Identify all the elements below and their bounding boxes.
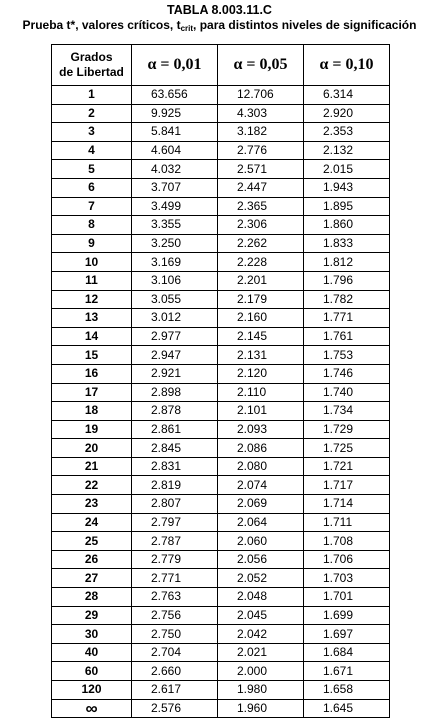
table-row: [52, 513, 390, 532]
alpha-010-cell: 1.701: [304, 588, 390, 607]
header-alpha-010: α = 0,10: [304, 45, 390, 86]
table-row: [52, 681, 390, 700]
alpha-001-cell: 2.819: [132, 476, 218, 495]
df-cell: 1: [52, 86, 132, 105]
alpha-001-cell: 2.921: [132, 364, 218, 383]
subtitle-prefix: Prueba t*, valores críticos, t: [22, 18, 181, 32]
alpha-001-cell: 2.845: [132, 439, 218, 458]
alpha-005-cell: 4.303: [218, 104, 304, 123]
alpha-010-cell: 1.725: [304, 439, 390, 458]
df-cell: 26: [52, 550, 132, 569]
df-cell: 19: [52, 420, 132, 439]
table-row: [52, 123, 390, 142]
alpha-005-cell: 2.131: [218, 346, 304, 365]
df-cell: 11: [52, 271, 132, 290]
table-row: [52, 253, 390, 272]
alpha-001-cell: 2.977: [132, 327, 218, 346]
alpha-010-cell: 1.746: [304, 364, 390, 383]
alpha-010-cell: 1.943: [304, 178, 390, 197]
table-row: [52, 327, 390, 346]
alpha-010-cell: 1.658: [304, 681, 390, 700]
alpha-010-cell: 1.711: [304, 513, 390, 532]
alpha-010-cell: 1.761: [304, 327, 390, 346]
table-row: [52, 495, 390, 514]
alpha-001-cell: 2.787: [132, 532, 218, 551]
df-cell: 20: [52, 439, 132, 458]
df-cell: 29: [52, 606, 132, 625]
alpha-005-cell: 2.262: [218, 234, 304, 253]
alpha-010-cell: 1.740: [304, 383, 390, 402]
alpha-010-cell: 1.796: [304, 271, 390, 290]
df-cell: 3: [52, 123, 132, 142]
alpha-001-cell: 4.604: [132, 141, 218, 160]
header-alpha-005: α = 0,05: [218, 45, 304, 86]
alpha-001-cell: 3.012: [132, 309, 218, 328]
alpha-005-cell: 2.571: [218, 160, 304, 179]
table-row: [52, 271, 390, 290]
table-row: [52, 104, 390, 123]
df-cell: 13: [52, 309, 132, 328]
alpha-005-cell: 12.706: [218, 86, 304, 105]
alpha-010-cell: 1.771: [304, 309, 390, 328]
alpha-005-cell: 1.980: [218, 681, 304, 700]
alpha-010-cell: 2.920: [304, 104, 390, 123]
header-alpha-001: α = 0,01: [132, 45, 218, 86]
table-body: [52, 86, 390, 718]
alpha-001-cell: 3.707: [132, 178, 218, 197]
df-cell: 15: [52, 346, 132, 365]
alpha-010-cell: 1.721: [304, 457, 390, 476]
alpha-005-cell: 2.021: [218, 643, 304, 662]
df-cell: 7: [52, 197, 132, 216]
table-row: [52, 588, 390, 607]
df-cell: 40: [52, 643, 132, 662]
alpha-001-cell: 3.106: [132, 271, 218, 290]
alpha-001-cell: 63.656: [132, 86, 218, 105]
alpha-001-cell: 2.771: [132, 569, 218, 588]
alpha-001-cell: 4.032: [132, 160, 218, 179]
alpha-005-cell: 2.048: [218, 588, 304, 607]
alpha-001-cell: 2.807: [132, 495, 218, 514]
df-cell: 28: [52, 588, 132, 607]
alpha-010-cell: 1.684: [304, 643, 390, 662]
subtitle-subscript: crit: [180, 24, 194, 33]
alpha-005-cell: 2.447: [218, 178, 304, 197]
df-cell: 25: [52, 532, 132, 551]
df-cell: 16: [52, 364, 132, 383]
table-row: [52, 420, 390, 439]
alpha-005-cell: 2.306: [218, 216, 304, 235]
table-row: [52, 141, 390, 160]
header-row: [52, 45, 390, 86]
alpha-005-cell: 2.160: [218, 309, 304, 328]
df-cell: 60: [52, 662, 132, 681]
alpha-001-cell: 2.763: [132, 588, 218, 607]
table-row: [52, 309, 390, 328]
table-row: [52, 197, 390, 216]
alpha-001-cell: 3.250: [132, 234, 218, 253]
table-header: [52, 45, 390, 86]
df-cell: 24: [52, 513, 132, 532]
df-cell: 21: [52, 457, 132, 476]
alpha-001-cell: 2.704: [132, 643, 218, 662]
alpha-010-cell: 1.697: [304, 625, 390, 644]
df-cell: 14: [52, 327, 132, 346]
table-row: [52, 699, 390, 718]
alpha-005-cell: 2.052: [218, 569, 304, 588]
alpha-005-cell: 2.086: [218, 439, 304, 458]
alpha-005-cell: 2.074: [218, 476, 304, 495]
df-cell: 2: [52, 104, 132, 123]
alpha-001-cell: 2.878: [132, 402, 218, 421]
header-df-line2: de Libertad: [59, 65, 124, 79]
alpha-010-cell: 1.860: [304, 216, 390, 235]
alpha-010-cell: 1.703: [304, 569, 390, 588]
df-cell: 18: [52, 402, 132, 421]
alpha-001-cell: 9.925: [132, 104, 218, 123]
alpha-010-cell: 1.645: [304, 699, 390, 718]
alpha-005-cell: 2.093: [218, 420, 304, 439]
alpha-001-cell: 2.831: [132, 457, 218, 476]
alpha-005-cell: 2.042: [218, 625, 304, 644]
table-row: [52, 625, 390, 644]
alpha-005-cell: 2.101: [218, 402, 304, 421]
alpha-001-cell: 3.355: [132, 216, 218, 235]
table-row: [52, 86, 390, 105]
alpha-005-cell: 1.960: [218, 699, 304, 718]
alpha-001-cell: 2.861: [132, 420, 218, 439]
df-cell: 6: [52, 178, 132, 197]
table-row: [52, 569, 390, 588]
df-cell: 30: [52, 625, 132, 644]
alpha-001-cell: 2.660: [132, 662, 218, 681]
alpha-005-cell: 3.182: [218, 123, 304, 142]
alpha-001-cell: 2.779: [132, 550, 218, 569]
alpha-001-cell: 3.169: [132, 253, 218, 272]
table-row: [52, 662, 390, 681]
alpha-005-cell: 2.064: [218, 513, 304, 532]
df-cell: ∞: [52, 699, 132, 718]
alpha-010-cell: 1.729: [304, 420, 390, 439]
alpha-010-cell: 2.015: [304, 160, 390, 179]
alpha-005-cell: 2.145: [218, 327, 304, 346]
table-subtitle: [0, 18, 439, 36]
alpha-005-cell: 2.060: [218, 532, 304, 551]
alpha-001-cell: 3.499: [132, 197, 218, 216]
alpha-010-cell: 1.706: [304, 550, 390, 569]
alpha-010-cell: 6.314: [304, 86, 390, 105]
alpha-010-cell: 1.833: [304, 234, 390, 253]
alpha-001-cell: 2.617: [132, 681, 218, 700]
df-cell: 120: [52, 681, 132, 700]
alpha-010-cell: 1.782: [304, 290, 390, 309]
df-cell: 12: [52, 290, 132, 309]
alpha-001-cell: 3.055: [132, 290, 218, 309]
table-row: [52, 476, 390, 495]
table-row: [52, 532, 390, 551]
table-row: [52, 364, 390, 383]
table-row: [52, 457, 390, 476]
df-cell: 9: [52, 234, 132, 253]
table-row: [52, 290, 390, 309]
table-row: [52, 234, 390, 253]
alpha-010-cell: 2.353: [304, 123, 390, 142]
table-row: [52, 178, 390, 197]
alpha-010-cell: 1.734: [304, 402, 390, 421]
alpha-001-cell: 2.756: [132, 606, 218, 625]
table-row: [52, 643, 390, 662]
table-row: [52, 160, 390, 179]
alpha-010-cell: 1.714: [304, 495, 390, 514]
alpha-005-cell: 2.776: [218, 141, 304, 160]
table-row: [52, 402, 390, 421]
table-row: [52, 346, 390, 365]
table-row: [52, 550, 390, 569]
alpha-001-cell: 2.947: [132, 346, 218, 365]
df-cell: 22: [52, 476, 132, 495]
table-row: [52, 383, 390, 402]
alpha-005-cell: 2.365: [218, 197, 304, 216]
alpha-005-cell: 2.069: [218, 495, 304, 514]
df-cell: 4: [52, 141, 132, 160]
alpha-005-cell: 2.110: [218, 383, 304, 402]
alpha-005-cell: 2.000: [218, 662, 304, 681]
alpha-005-cell: 2.201: [218, 271, 304, 290]
alpha-010-cell: 1.708: [304, 532, 390, 551]
alpha-001-cell: 2.750: [132, 625, 218, 644]
alpha-010-cell: 2.132: [304, 141, 390, 160]
alpha-005-cell: 2.179: [218, 290, 304, 309]
alpha-005-cell: 2.080: [218, 457, 304, 476]
df-cell: 8: [52, 216, 132, 235]
header-df-line1: Grados: [70, 50, 113, 64]
df-cell: 5: [52, 160, 132, 179]
alpha-010-cell: 1.895: [304, 197, 390, 216]
subtitle-suffix: , para distintos niveles de significación: [193, 18, 417, 32]
alpha-005-cell: 2.228: [218, 253, 304, 272]
table-row: [52, 606, 390, 625]
alpha-005-cell: 2.045: [218, 606, 304, 625]
alpha-010-cell: 1.812: [304, 253, 390, 272]
alpha-001-cell: 2.797: [132, 513, 218, 532]
alpha-005-cell: 2.056: [218, 550, 304, 569]
alpha-010-cell: 1.699: [304, 606, 390, 625]
df-cell: 23: [52, 495, 132, 514]
df-cell: 10: [52, 253, 132, 272]
critical-values-table: [51, 44, 390, 718]
table-row: [52, 439, 390, 458]
alpha-010-cell: 1.717: [304, 476, 390, 495]
df-cell: 17: [52, 383, 132, 402]
alpha-005-cell: 2.120: [218, 364, 304, 383]
header-degrees-of-freedom: [52, 45, 132, 86]
alpha-010-cell: 1.671: [304, 662, 390, 681]
df-cell: 27: [52, 569, 132, 588]
alpha-001-cell: 2.576: [132, 699, 218, 718]
alpha-010-cell: 1.753: [304, 346, 390, 365]
alpha-001-cell: 2.898: [132, 383, 218, 402]
alpha-001-cell: 5.841: [132, 123, 218, 142]
table-title: TABLA 8.003.11.C: [167, 3, 272, 17]
table-row: [52, 216, 390, 235]
